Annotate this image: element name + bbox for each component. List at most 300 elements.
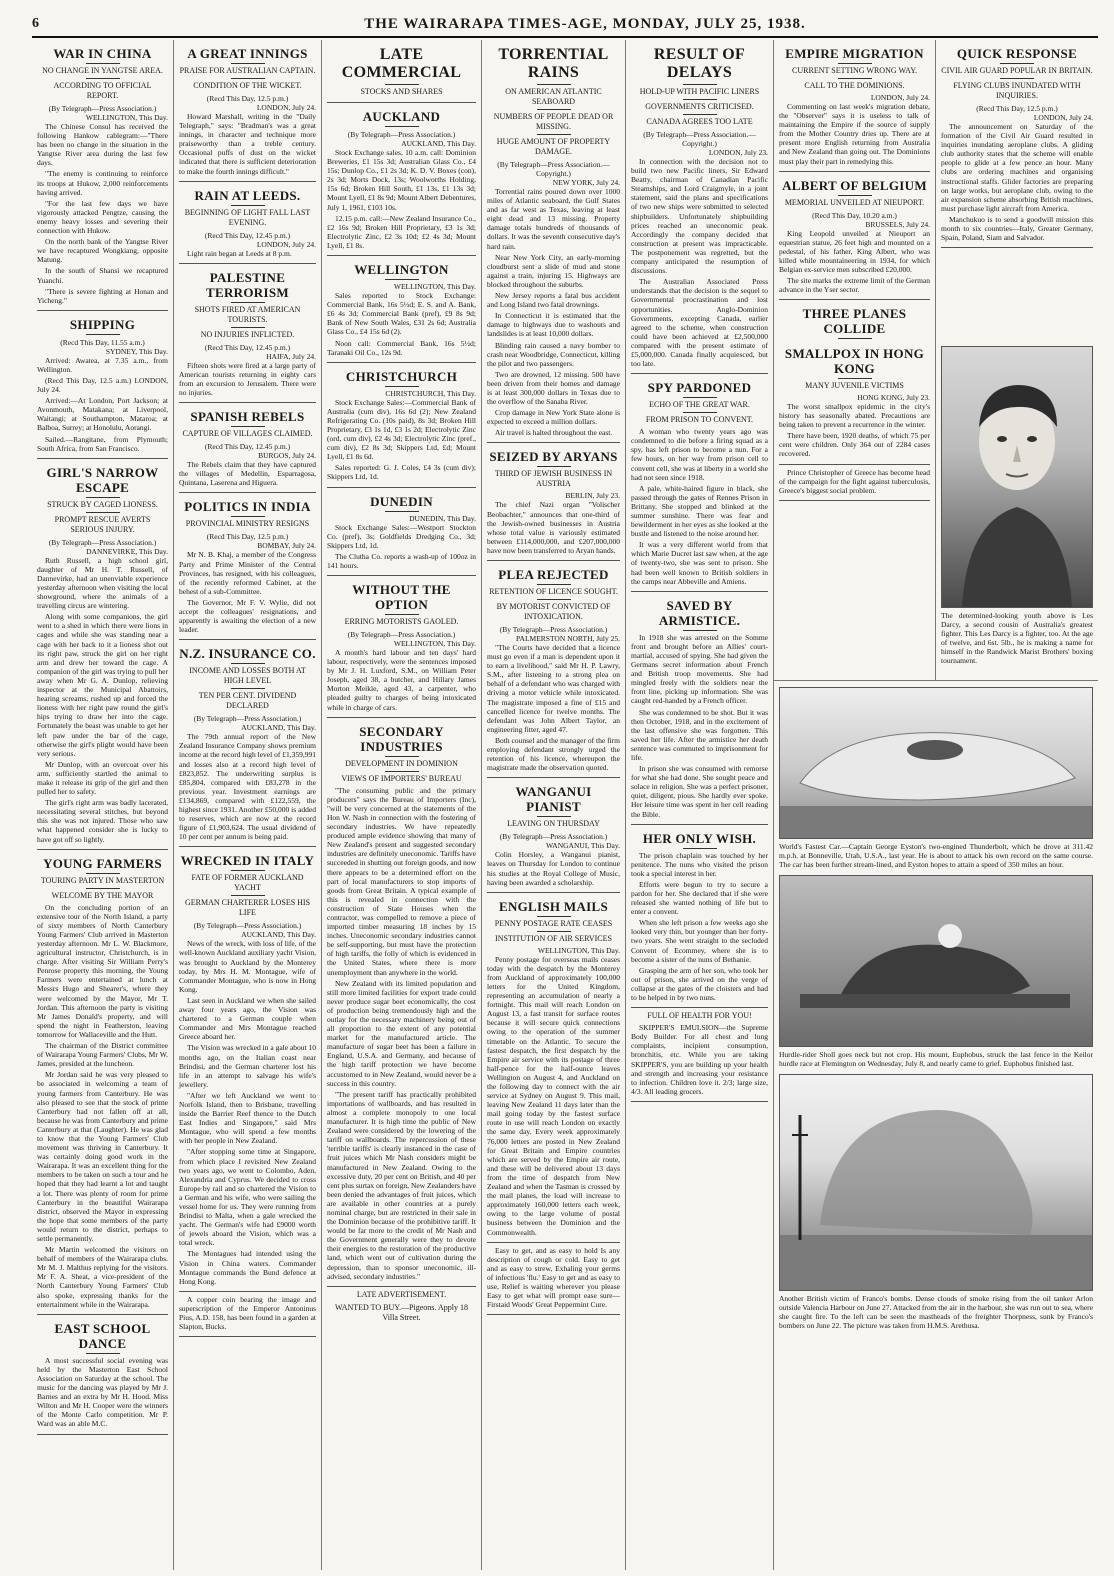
headline-rule: [86, 1353, 120, 1354]
body-paragraph: Prince Christopher of Greece has become head of the campaign for the fight against tuberculosis, Greece's biggest social problem.: [779, 467, 930, 495]
article-rule: [327, 1286, 476, 1287]
headline-rule: [683, 848, 717, 849]
body-paragraph: Arrived: Awatea, at 7.35 a.m., from Wellington.: [37, 355, 168, 374]
headline: A GREAT INNINGS: [187, 46, 308, 61]
subheadline: SHOTS FIRED AT AMERICAN TOURISTS.: [194, 304, 301, 324]
article-rule: [487, 1242, 620, 1243]
headline: PALESTINE TERRORISM: [206, 269, 289, 300]
headline: WITHOUT THE OPTION: [352, 582, 451, 612]
subheadline: ON AMERICAN ATLANTIC SEABOARD: [505, 87, 602, 106]
column-2: [174, 40, 322, 1570]
body-paragraph: The Montagues had intended using the Vision in China waters. Commander Montague commands the Bund defence at Hong Kong.: [179, 1249, 316, 1286]
body-paragraph: The worst smallpox epidemic in the city's history has seasonally abated. Precautions are being taken to prevent a recurrence in the winter.: [779, 402, 930, 430]
dateline: AUCKLAND, This Day.: [241, 930, 316, 940]
article-rule: [37, 458, 168, 459]
body-paragraph: Near New York City, an early-morning cloudburst sent a slide of mud and stone against a train, injuring 15. Highways are blocked throughout the suburbs.: [487, 252, 620, 289]
subheadline: PROVINCIAL MINISTRY RESIGNS: [185, 519, 310, 529]
subheadline: NUMBERS OF PEOPLE DEAD OR MISSING.: [493, 112, 614, 131]
article-rule: [327, 362, 476, 363]
headline: SAVED BY ARMISTICE.: [658, 597, 741, 628]
byline: (By Telegraph—Press Association.): [499, 625, 608, 634]
dateline: LONDON, July 24.: [1033, 113, 1093, 122]
byline: (Recd This Day, 12.45 p.m.): [204, 442, 291, 452]
article: [779, 178, 930, 301]
boxer-photo-area: [936, 340, 1098, 680]
body-paragraph: Stock Exchange Sales:—Commercial Bank of Australia (cum div), 16s 6d (2); New Zealand Refrigerating Co. (10s paid), 8s 3d; Broken Hill Proprietary, £3 1s 1d, £3 1s 2d; Electrolytic Zinc (ord, cum div), £2 4s 3d; Electrolytic Zinc (pref., cum div), £2 8s 3d; Skippers Ltd, £d; Mount Lyell, £1 8s 6d.: [327, 397, 476, 462]
headline: SEIZED BY ARYANS: [489, 449, 618, 465]
article: [487, 46, 620, 443]
dateline: WELLINGTON, This Day.: [393, 639, 476, 648]
subheadline: PENNY POSTAGE RATE CEASES: [494, 918, 613, 928]
article: [37, 856, 168, 1315]
subheadline-rule: [231, 688, 265, 689]
article: [179, 409, 316, 493]
body-paragraph: The chairman of the District committee of Wairarapa Young Farmers' Clubs, Mr W. James, presided at the luncheon.: [37, 1041, 168, 1069]
article-rule: [631, 591, 768, 592]
headline: WRECKED IN ITALY: [180, 853, 315, 869]
dateline: PALMERSTON NORTH, July 25.: [516, 634, 620, 643]
subheadline: INCOME AND LOSSES BOTH AT HIGH LEVEL: [189, 666, 306, 686]
article: [779, 346, 930, 465]
byline: (By Telegraph—Press Association.): [193, 714, 302, 724]
headline-rule: [231, 870, 265, 871]
byline: (By Telegraph—Press Association.): [347, 130, 456, 139]
dateline: HONG KONG, July 23.: [857, 393, 930, 402]
headline-rule: [385, 614, 419, 615]
body-paragraph: In 1918 she was arrested on the Somme front and brought before an Allies' court-martial, accused of spying. She had given the Germans secret information about French and British troop movements. She had mingled freely with the soldiers near the front line, picking up information. She was caught red-handed by a French officer.: [631, 632, 768, 706]
article-rule: [327, 102, 476, 103]
page-number: 6: [32, 16, 39, 31]
subheadline: BEGINNING OF LIGHT FALL LAST EVENING.: [184, 207, 311, 227]
headline-rule: [385, 279, 419, 280]
body-paragraph: New Jersey reports a fatal bus accident and Long Island two fatal drownings.: [487, 291, 620, 310]
subheadline: RETENTION OF LICENCE SOUGHT.: [489, 587, 618, 596]
subheadline: FATE OF FORMER AUCKLAND YACHT: [191, 873, 304, 893]
subheadline: PRAISE FOR AUSTRALIAN CAPTAIN.: [179, 66, 316, 75]
body-paragraph: Mr Dunlop, with an overcoat over his arm, sufficiently startled the animal to make it release its grip of the girl and then pulled her to safety.: [37, 759, 168, 797]
dateline: LONDON, July 24.: [870, 93, 930, 102]
headline: TORRENTIAL RAINS: [498, 46, 609, 81]
byline: (By Telegraph—Press Association.): [499, 832, 608, 842]
headline: N.Z. INSURANCE CO.: [179, 646, 316, 662]
article: [37, 1321, 168, 1435]
body-paragraph: (Recd This Day, 12.5 a.m.) LONDON, July 24.: [37, 375, 168, 395]
body-paragraph: A month's hard labour and ten days' hard labour, respectively, were the sentences imposed by Mr J. H. Luxford, S.M., on William Peter Joseph, aged 38, a butcher, and Hillary James Morton Meikle, aged 43, a carpenter, who pleaded guilty to charges of being intoxicated while in charge of cars.: [327, 648, 476, 712]
subheadline-rule: [683, 412, 717, 413]
article: [179, 499, 316, 640]
byline: (By Telegraph—Press Association.—Copyright.): [497, 160, 610, 178]
body-paragraph: Commenting on last week's migration debate, the "Observer" says it is useless to talk of maintaining the Empire if the source of supply from the Mother Country dries up. There are at present more English returning from Australia and New Zealand than going out. The Dominions must play their part in remedying this.: [779, 102, 930, 166]
dateline: BRUSSELS, July 24.: [865, 219, 930, 229]
body-paragraph: Efforts were begun to try to secure a pardon for her. She declared that if she were released she wanted nothing of life but to enter a convent.: [631, 879, 768, 917]
subheadline: CONDITION OF THE WICKET.: [193, 81, 302, 90]
body-paragraph: New Zealand with its limited population and still more limited facilities for export trade could never produce sugar beet economically, the cost of production being tremendously high and the outlay for the necessary machinery being out of all proportion to the extent of any potential market for the manufactured article. The manufacture of sugar beet has been a failure in England, U.S.A. and Germany, and because of the high tariff protection we have become accustomed to in New Zealand, would never be a success in this country.: [327, 978, 476, 1088]
article: [327, 369, 476, 488]
smoke-photo: [779, 1074, 1093, 1291]
body-paragraph: In prison she was consumed with remorse for what she had done. She sought peace and solace in religion. She was a perfect prisoner, quiet, diligent, pious. She hardly ever spoke. Her leisure time was spent in her cell reading the Bible.: [631, 764, 768, 819]
subheadline: INSTITUTION OF AIR SERVICES: [495, 933, 612, 943]
body-paragraph: There have been, 1920 deaths, of which 75 per cent were children. Only 364 out of 2284 cases recovered.: [779, 431, 930, 459]
headline-rule: [231, 426, 265, 427]
byline: (Recd This Day, 12.45 p.m.): [204, 342, 291, 352]
body-paragraph: The site marks the extreme limit of the German advance in the Yser sector.: [779, 276, 930, 295]
right-section: [774, 40, 1098, 1570]
article-rule: [179, 846, 316, 847]
headline: DUNEDIN: [370, 493, 433, 509]
article: [327, 109, 476, 256]
article: [487, 784, 620, 892]
article-rule: [37, 1434, 168, 1435]
dateline: BERLIN, July 23.: [565, 491, 620, 501]
subheadline-rule: [86, 78, 120, 79]
article-rule: [179, 402, 316, 403]
subheadline: ACCORDING TO OFFICIAL REPORT.: [53, 81, 152, 100]
article: [327, 724, 476, 1287]
body-paragraph: A pale, white-haired figure in black, she passed through the gates of Rennes Prison in Brittany. She stopped and blinked at the summer sunshine. There was fear and bewilderment in her eyes as she looked at the bustle and listened to the noise around her.: [631, 483, 768, 539]
headline: EMPIRE MIGRATION: [785, 46, 924, 61]
byline: (By Telegraph—Press Association.): [48, 537, 157, 547]
dateline: AUCKLAND, This Day.: [241, 723, 316, 733]
body-paragraph: The Vision was wrecked in a gale about 10 months ago, on the Italian coast near Brindisi, and the German charterer lost his life in an attempt to salvage his wife's jewellery.: [179, 1043, 316, 1089]
body-paragraph: A copper coin bearing the image and superscription of the Emperor Antoninus Pius, A.D. 158, has been found in a garden at Slapton, Bucks.: [179, 1294, 316, 1332]
headline-rule: [231, 663, 265, 664]
dateline: SYDNEY, This Day.: [105, 346, 168, 356]
byline: (By Telegraph—Press Association.): [48, 104, 157, 113]
dateline: WELLINGTON, This Day.: [85, 113, 168, 122]
dateline: AUCKLAND, This Day.: [401, 139, 476, 148]
byline: (Recd This Day, 12.5 p.m.): [976, 104, 1058, 113]
article-rule: [179, 492, 316, 493]
body-paragraph: SKIPPER'S EMULSION—the Supreme Body Builder. For all chest and lung complaints, incipient consumption, bronchitis, etc. While you are taking SKIPPER'S, you are building up your health and strength and increasing your resistance to infection. Children love it. 2/3; large size, 4/3. All leading grocers.: [631, 1023, 768, 1096]
headline: EAST SCHOOL DANCE: [54, 1320, 151, 1351]
dateline: DUNEDIN, This Day.: [409, 513, 476, 523]
article-rule: [179, 1336, 316, 1337]
byline: (Recd This Day, 10.20 a.m.): [812, 210, 897, 220]
body-paragraph: Howard Marshall, writing in the "Daily Telegraph," says: "Bradman's was a great innings, in character and technique more praiseworthy than a treble century. Occasional puffs of dust on the wicket indicated that there is sufficient deterioration to make the fourth innings difficult.": [179, 112, 316, 176]
subheadline-rule: [537, 109, 571, 110]
headline-rule: [385, 386, 419, 387]
subheadline: GOVERNMENTS CRITICISED.: [645, 102, 754, 111]
horse-caption: Hurdle-rider Sholl goes neck but not crop. His mount, Euphobus, struck the last fence in the Keilor hurdle race at Flemington on Wednesday, July 8, and nearly came to grief. Euphobus finished last.: [779, 1050, 1093, 1068]
dateline: LONDON, July 24.: [256, 239, 316, 249]
dateline: DANNEVIRKE, This Day.: [86, 546, 168, 556]
subheadline-rule: [385, 771, 419, 772]
column-3: [322, 40, 482, 1570]
body-paragraph: Penny postage for overseas mails ceases today with the despatch by the Monterey from Auckland of approximately 100,000 letters for the United Kingdom, representing an accumulation of nearly a fortnight. This mail will reach London on August 13, a fast transit for surface routes because it will secure quick connections owing to the operation of the summer timetable on the Atlantic. To secure the fastest despatch, the first despatch by the Empire air service with its postage of three half-pence for the half-ounce leaves Wellington on August 4, and Auckland on the following day to connect with the air service at Sydney on August 9. This mail, leaving New Zealand 11 days later than the mail going today by the fastest surface route in use will reach London on exactly the same day. Every week approximately 76,000 letters are posted in New Zealand for Great Britain and Empire countries which are served by the Empire air route, and these will be delivered about 13 days from the time of despatch from New Zealand and when the Tasman is crossed by the mail planes, the load will increase to approximately 160,000 letters each week, owing to the large volume of postal business between the Dominion and the Commonwealth.: [487, 954, 620, 1237]
body-paragraph: Two are drowned, 12 missing. 500 have been driven from their homes and damage is at least 300,000 dollars in Texas due to the overflow of the Sanaba River.: [487, 369, 620, 407]
body-paragraph: The Chinese Consul has received the following Hankow cablegram:—"There has been no change in the situation in the Yangtse River area during the last few days.: [37, 122, 168, 168]
body-paragraph: Torrential rains poured down over 1000 miles of Atlantic seaboard, the Gulf States and as far west as Texas, leaving at least eight dead and 13 missing. Property damage totals hundreds of thousands of dollars. It was the seventh consecutive day's hard rain.: [487, 187, 620, 251]
body-paragraph: 12.15 p.m. call:—New Zealand Insurance Co., £2 16s 9d; Broken Hill Proprietary, £3 1s 3d; Electrolytic Zinc, £2 3s 10d; £2 4s 3d; Mount Lyell, £1 8s.: [327, 213, 476, 250]
headline-rule: [231, 516, 265, 517]
body-paragraph: In Connecticut it is estimated that the damage to highways due to washouts and landslides is at least 10,000 dollars.: [487, 311, 620, 339]
article-rule: [179, 1291, 316, 1292]
headline-rule: [231, 302, 265, 303]
headline: LATE COMMERCIAL: [341, 46, 462, 81]
article: [179, 853, 316, 1291]
subheadline: HOLD-UP WITH PACIFIC LINERS: [639, 87, 760, 96]
body-paragraph: The chief Nazi organ "Volischer Beobachter," announces that one-third of the Jewish-owned businesses in Austria whose total value is variously estimated between £114,000,000, and £207,000,000 have now been transferred to Aryan hands.: [487, 500, 620, 555]
article: [631, 46, 768, 374]
body-paragraph: The announcement on Saturday of the formation of the Civil Air Guard resulted in inquiries inundating aeroplane clubs. A gliding club authority states that the scheme will enable people to glide at a few pence an hour. Many clubs are ordering machines and organising instructional staffs. Glider factories are preparing on large works, but aeroplane club, owing to the air expansion scheme absorbing British machines, must purchase light aircraft from America.: [941, 122, 1093, 213]
article: [779, 468, 930, 501]
headline-rule: [838, 195, 872, 196]
boxer-photo: [941, 346, 1093, 608]
subheadline: STOCKS AND SHARES: [360, 87, 443, 96]
article-rule: [327, 717, 476, 718]
headline: CHRISTCHURCH: [345, 368, 458, 384]
byline: (By Telegraph—Press Association.): [347, 630, 456, 639]
body-paragraph: "The enemy is continuing to reinforce its troops at Hukow, 2,000 reinforcements having arrived.: [37, 169, 168, 197]
body-paragraph: The Governor, Mr F. V. Wylie, did not accept the colleagues' resignations, and apparently is awaiting the election of a new leader.: [179, 597, 316, 635]
smoke-caption: Another British victim of Franco's bombs. Dense clouds of smoke rising from the oil tanker Arlon outside Valencia Harbour on June 27. Attacked from the air in the harbour, she was run out to sea, where she caught fire. To the left can be seen the mastheads of the freighter Thorpness, sunk by Franco's bombers on June 22. The picture was taken from H.M.S. Arethusa.: [779, 1294, 1093, 1330]
dateline: LONDON, July 24.: [256, 103, 316, 112]
body-paragraph: The girl's right arm was badly lacerated, necessitating several stitches, but beyond this she was not injured. Those who saw what happened consider she is lucky to have got off so lightly.: [37, 798, 168, 844]
body-paragraph: The Australian Associated Press understands that the decision is the sequel to Governmental procrastination and lost opportunities. Anglo-Dominion Governments, excepting Canada, earlier agreed to the scheme, when construction could have been achieved at £2,500,000 compared with the present estimate of £5,000,000. Canada finally acquiesced, but too late.: [631, 277, 768, 369]
headline: AUCKLAND: [362, 109, 441, 124]
body-paragraph: News of the wreck, with loss of life, of the well-known Auckland auxiliary yacht Vision, was brought to Auckland by the Monterey today, by Mrs H. M. Montague, wife of Commander Montague, who is now in Hong Kong.: [179, 939, 316, 994]
dateline: WELLINGTON, This Day.: [393, 282, 476, 292]
masthead-title: THE WAIRARAPA TIMES-AGE, MONDAY, JULY 25, 1938.: [364, 15, 806, 32]
body-paragraph: Mr N. B. Khaj, a member of the Congress Party and Prime Minister of the Central Provinces, has resigned, with his colleagues, of the recently reformed Cabinet, at the behest of a sub-Committee.: [179, 550, 316, 596]
headline-rule: [683, 397, 717, 398]
article-rule: [487, 442, 620, 443]
headline: PLEA REJECTED: [498, 567, 609, 582]
article: [631, 598, 768, 825]
column-5: [626, 40, 774, 1570]
body-paragraph: Light rain began at Leeds at 8 p.m.: [187, 248, 292, 258]
headline-rule: [231, 63, 265, 64]
body-paragraph: She was condemned to be shot. But it was then October, 1918, and in the excitement of the last offensive she was forgotten. This saved her life. After the armistice her death sentence was commuted to imprisonment for life.: [631, 707, 768, 762]
subheadline: DEVELOPMENT IN DOMINION: [345, 758, 458, 768]
body-paragraph: On the north bank of the Yangtse River we have recaptured Wongkiang, opposite Matung.: [37, 237, 168, 265]
body-paragraph: A woman who twenty years ago was condemned to die before a firing squad as a spy, has left prison to become a nun. For a few hours, on her way from prison cell to convent cell, she was at liberty in a world she had not seen since 1918.: [631, 427, 768, 482]
article: [487, 449, 620, 561]
subheadline-rule: [683, 114, 717, 115]
headline-rule: [385, 756, 419, 757]
body-paragraph: Sailed.—Rangitane, from Plymouth; South Africa, from San Francisco.: [37, 434, 168, 453]
article: [327, 46, 476, 103]
subheadline: NO CHANGE IN YANGTSE AREA.: [42, 66, 163, 75]
article: [631, 831, 768, 1009]
subheadline: TEN PER CENT. DIVIDEND DECLARED: [198, 691, 297, 711]
body-paragraph: Air travel is halted throughout the east.: [495, 428, 613, 438]
headline: SPY PARDONED: [647, 380, 752, 396]
subheadline: FROM PRISON TO CONVENT.: [645, 415, 754, 425]
headline-rule: [838, 63, 872, 64]
body-paragraph: King Leopold unveiled at Nieuport an equestrian statue, 26 feet high and mounted on a pedestal, of his father, King Albert, who was killed while mountaineering in 1934, for which Belgian ex-service men subscribed £20,000.: [779, 228, 930, 275]
article: [631, 1011, 768, 1102]
body-paragraph: Noon call: Commercial Bank, 16s 5½d; Taranaki Oil Co., 12s 9d.: [327, 338, 476, 357]
tanker-smoke-drawing: [780, 1075, 1092, 1290]
article-rule: [631, 824, 768, 825]
article: [487, 1246, 620, 1316]
article-rule: [631, 1007, 768, 1008]
headline-rule: [537, 466, 571, 467]
article: [179, 1295, 316, 1337]
body-paragraph: The prison chaplain was touched by her penitence. The nuns who visited the prison took a special interest in her.: [631, 850, 768, 878]
body-paragraph: Stock Exchange Sales:—Westport Stockton Co. (pref), 3s; Goldfields Dredging Co., 3d; Skippers Ltd, 1d.: [327, 522, 476, 550]
body-paragraph: "After stopping some time at Singapore, from which place I revisited New Zealand two years ago, we went to Colombo, Aden, Alexandria and Cyprus. We decided to cross Europe by rail and so chartered the Vision to a German and his wife, who were sailing the vessel home for us. They were running from Brindisi to Malta, when a gale wrecked the yacht. The German's wife had £9000 worth of jewels aboard the Vision, which was a total wreck.: [179, 1147, 316, 1248]
subheadline-rule: [537, 931, 571, 932]
subheadline: MEMORIAL UNVEILED AT NIEUPORT.: [784, 197, 925, 207]
body-paragraph: Ruth Russell, a high school girl, daughter of Mr H. T. Russell, of Dannevirke, had an unenviable experience yesterday afternoon when visiting the local showground, where the animals of a travelling circus are wintering.: [37, 555, 168, 611]
late-ad-text: WANTED TO BUY.—Pigeons. Apply 18 Villa Street.: [335, 1302, 468, 1322]
body-paragraph: "The present tariff has practically prohibited importations of wallboards, and has resulted in almost a complete monopoly to one local manufacturer. It is high time the public of New Zealand were considered by the lowering of the tariff on wallboards. The repercussion of these 'terrible tariffs' is clearly instanced in the case of fruit juices which Mr Nash considers might be manufactured in New Zealand. Owing to the excessive duty, 20 per cent on British, and 40 per cent plus surtax on foreign, New Zealanders have been denied the advantages of fruit juices, which are available in other countries at a purely nominal charge, but are restricted in their sale in the Dominion because of the prohibitive tariff. It would be far more to the credit of Mr Nash and the Government generally were they to devote their energies to the restoration of the productive land, which went out of cultivation during the depression, than to sponsor uneconomic, ill-advised, secondary industries.": [327, 1089, 476, 1281]
article: [941, 46, 1093, 248]
subheadline: THIRD OF JEWISH BUSINESS IN AUSTRIA: [494, 469, 613, 489]
article-rule: [179, 639, 316, 640]
body-paragraph: Arrived:—At London, Port Jackson; at Avonmouth, Matakana; at Liverpool, Waitangi; at Southampton, Mataroa; at Balboa, Surrey; at Honolulu, Aorangi.: [37, 396, 168, 433]
subheadline-rule: [231, 327, 265, 328]
headline: SECONDARY INDUSTRIES: [359, 723, 444, 754]
headline-rule: [231, 205, 265, 206]
hurdle-horse-drawing: [780, 876, 1092, 1046]
article: [631, 380, 768, 592]
headline-rule: [838, 378, 872, 379]
body-paragraph: "The Courts have decided that a licence must go even if a man is dependent upon it to earn a livelihood," said Mr H. P. Lawry, S.M., after listening to a strong plea on behalf of a defendant who was charged with driving a motor vehicle while intoxicated. The magistrate imposed a fine of £15 and cancelled licence for twelve months. The defendant was John Albert Taylor, an engineering fitter, aged 47.: [487, 643, 620, 734]
headline: YOUNG FARMERS: [43, 855, 162, 871]
body-paragraph: "After we left Auckland we went to Norfolk Island, then to Brisbane, travelling inside the Barrier Reef thence to the Dutch East Indies and Singapore," said Mrs Montague, who will spend a few months with her people in New Zealand.: [179, 1090, 316, 1146]
article-rule: [487, 560, 620, 561]
article-rule: [37, 310, 168, 311]
headline-rule: [537, 84, 571, 85]
headline: WAR IN CHINA: [53, 46, 152, 61]
article: [179, 270, 316, 403]
article: [179, 646, 316, 847]
byline: (By Telegraph—Press Association.—Copyright.): [643, 130, 756, 148]
body-paragraph: Colin Horsley, a Wanganui pianist, leaves on Thursday for London to continue his studies at the Royal College of Music, having been awarded a scholarship.: [487, 850, 620, 887]
body-paragraph: The 79th annual report of the New Zealand Insurance Company shows premium income at the record high level of £1,359,991 and losses also at a record high level of £823,852. The underwriting surplus is £85,804, compared with £83,278 in the previous year. Investment earnings are £134,869, compared with £122,559, the highest since 1931. Another £50,000 is added to reserves, which are now at the record figure of £1,903,624. The usual dividend of 10 per cent per annum is being paid.: [179, 732, 316, 842]
subheadline: CALL TO THE DOMINIONS.: [804, 81, 905, 90]
dateline: BOMBAY, July 24.: [257, 541, 316, 551]
article: [327, 582, 476, 718]
article: [779, 46, 930, 172]
subheadline: PROMPT RESCUE AVERTS SERIOUS INJURY.: [54, 514, 151, 534]
subheadline: VIEWS OF IMPORTERS' BUREAU: [341, 773, 462, 783]
headline: GIRL'S NARROW ESCAPE: [46, 464, 159, 495]
article-rule: [327, 255, 476, 256]
dateline: HAIFA, July 24.: [266, 351, 316, 361]
body-paragraph: "The consuming public and the primary producers" says the Bureau of Importers (Inc), "will be very concerned at the statements of the Hon W. Nash in connection with the fostering of secondary industries. We have repeatedly produced ample evidence showing that many of New Zealand's present and suggested secondary industries are definitely uneconomic. Tariffs have succeeded in shutting out foreign goods, and now there appears to be a determined effort on the part of local manufacturers to stop imports of goods from Great Britain. A typical example of this is revealed in connection with the construction of State Houses when the contractor, was compelled to remove a piece of imported timber measuring 18 inches by 15 inches. Uneconomic secondary industries cannot be self-supporting, but must have the protection of high tariffs, the folly of which is evidenced in the United States, where there is more unemployment than anywhere in the world.: [327, 785, 476, 977]
headline-rule: [537, 916, 571, 917]
lower-photos: [774, 680, 1098, 1334]
article-rule: [487, 892, 620, 893]
subheadline: GERMAN CHARTERER LOSES HIS LIFE: [184, 898, 311, 918]
column-7: [936, 40, 1098, 340]
column-4: [482, 40, 626, 1570]
car-photo: [779, 687, 1093, 839]
boxer-caption: The determined-looking youth above is Les Darcy, a second cousin of Australia's greatest fighter. This Les Darcy is a fighter, too. At the age of twelve, and 6st. 5lb., he is making a name for himself in the Randwick Marist Brothers' boxing tournament.: [941, 611, 1093, 665]
article: [779, 306, 930, 340]
headline-rule: [86, 497, 120, 498]
headline: SHIPPING: [69, 316, 136, 332]
body-paragraph: Manchukuo is to send a goodwill mission this month to six countries—Italy, Greater Germany, Spain, Poland, Siam and Salvador.: [941, 214, 1093, 243]
byline: (Recd This Day, 12.5 p.m.): [206, 94, 289, 103]
article-rule: [779, 171, 930, 172]
subheadline: BY MOTORIST CONVICTED OF INTOXICATION.: [496, 602, 611, 621]
article-rule: [327, 487, 476, 488]
article-rule: [941, 247, 1093, 248]
article-rule: [37, 849, 168, 850]
racing-car-drawing: [780, 688, 1092, 838]
article-rule: [779, 500, 930, 501]
body-paragraph: Grasping the arm of her son, who took her out of prison, she arrived on the verge of collapse at the gates of the cloisters and had to be helped in by two nuns.: [631, 965, 768, 1003]
headline: THREE PLANES COLLIDE: [802, 306, 907, 337]
headline: WELLINGTON: [354, 262, 449, 278]
subheadline: NO INJURIES INFLICTED.: [200, 329, 295, 339]
headline: RAIN AT LEEDS.: [194, 187, 301, 203]
headline-rule: [683, 630, 717, 631]
article-rule: [779, 299, 930, 300]
article-rule: [327, 575, 476, 576]
headline: HER ONLY WISH.: [642, 830, 757, 846]
body-paragraph: Crop damage in New York State alone is expected to exceed a million dollars.: [487, 408, 620, 427]
headline: QUICK RESPONSE: [956, 46, 1078, 61]
headline: POLITICS IN INDIA: [184, 499, 311, 515]
subheadline: WELCOME BY THE MAYOR: [51, 890, 154, 900]
dateline: WELLINGTON, This Day.: [537, 945, 620, 955]
body-paragraph: The Rebels claim that they have captured the villages of Medellin, Esparragosa, Quintana, Laserena and Higuera.: [179, 460, 316, 488]
subheadline: CIVIL AIR GUARD POPULAR IN BRITAIN.: [941, 66, 1093, 75]
body-paragraph: On the concluding portion of an extensive tour of the North Island, a party of sixty members of North Canterbury Young Farmers' Club arrived in Masterton yesterday afternoon. Mr L. W. Blackmore, agricultural instructor, Christchurch, is in charge. After visiting Sir William Perry's Penrose property this morning, the Young Farmers were entertained at lunch at Messrs Hugo and Shearer's, where they were welcomed by the Mayor, Mr T. Jordan. This afternoon the party is visiting Mr James Donald's property, and will spend the night in Featherston, leaving tomorrow for Wallaceville and the Hutt.: [37, 902, 168, 1039]
headline-rule: [86, 873, 120, 874]
article: [37, 46, 168, 311]
article: [37, 317, 168, 459]
headline-rule: [385, 511, 419, 512]
body-paragraph: It was a very different world from that which Marie Ducret last saw when, at the age of twenty-two, she was sent to prison. She had been well known to British soldiers in the camps near Abbeville and Amiens.: [631, 540, 768, 586]
headline-rule: [86, 334, 120, 335]
subheadline: HUGE AMOUNT OF PROPERTY DAMAGE.: [496, 137, 611, 156]
article-rule: [179, 263, 316, 264]
dateline: WANGANUI, This Day.: [546, 841, 620, 851]
article: [37, 465, 168, 850]
boxer-portrait-drawing: [942, 347, 1092, 607]
subheadline-rule: [1000, 78, 1034, 79]
headline-rule: [385, 126, 419, 127]
headline-rule: [385, 84, 419, 85]
dateline: BURGOS, July 24.: [258, 451, 316, 461]
subheadline-rule: [838, 78, 872, 79]
dateline: LONDON, July 23.: [708, 148, 768, 157]
subheadline: STRUCK BY CAGED LIONESS.: [47, 499, 158, 509]
article: [487, 899, 620, 1243]
headline: SMALLPOX IN HONG KONG: [784, 346, 925, 376]
subheadline: LEAVING ON THURSDAY: [507, 819, 600, 829]
headline-rule: [537, 584, 571, 585]
dateline: CHRISTCHURCH, This Day.: [385, 388, 476, 398]
headline: SPANISH REBELS: [190, 409, 305, 425]
headline-rule: [86, 63, 120, 64]
subheadline: ERRING MOTORISTS GAOLED.: [344, 617, 459, 626]
body-paragraph: Last seen in Auckland we when she sailed away four years ago, the Vision was chartered to a German couple when Commander and Mrs Montague reached Greece aboard her.: [179, 995, 316, 1042]
byline: (Recd This Day, 12.45 p.m.): [204, 230, 291, 240]
article-rule: [179, 181, 316, 182]
body-paragraph: Sales reported: G. J. Coles, £4 3s (cum div); Skippers Ltd, 1d.: [327, 463, 476, 482]
headline: RESULT OF DELAYS: [653, 46, 746, 81]
dateline: NEW YORK, July 24.: [552, 178, 620, 187]
subheadline-rule: [231, 895, 265, 896]
subheadline: MANY JUVENILE VICTIMS: [805, 381, 904, 390]
body-paragraph: Mr Jordan said he was very pleased to be associated in welcoming a team of young farmers from Canterbury. He was also pleased to see that the stock of prime Canterbury had not fallen off at all, because he was from Canterbury and prime Canterbury at that (Laughter). He was glad to know that the Young Farmers' Club movement was thriving in Canterbury. It was certainly doing good work in the Wairarapa. It was an excellent thing for the members to be taken on such a tour and he hoped that they had learnt a lot and taught a lot. There was plenty of room for prime Canterbury in the beautiful Wairarapa district, observed the Mayor in expressing the hope that some members of the party would return to the district, perhaps to settle permanently.: [37, 1070, 168, 1243]
headline: ALBERT OF BELGIUM: [782, 177, 927, 193]
article: [487, 567, 620, 778]
subheadline: FULL OF HEALTH FOR YOU!: [647, 1011, 752, 1021]
body-paragraph: Sales reported to Stock Exchange: Commercial Bank, 16s 5½d; E. S. and A. Bank, £6 4s 3d; Commercial Bank (pref), £9 8s 9d; Bank of New South Wales, £31 2s 6d; Australia Glass Co., £4 15s 6d (2).: [327, 291, 476, 337]
body-paragraph: Blinding rain caused a navy bomber to crash near Woodbridge, Connecticut, killing the pilot and two passengers.: [487, 340, 620, 368]
byline: (Recd This Day, 11.55 a.m.): [60, 337, 145, 347]
body-paragraph: Mr Martin welcomed the visitors on behalf of members of the Wairarapa clubs. Mr M. J. Malthus replying for the visitors. Mr F. A. Sheat, a vice-president of the North Canterbury Young Farmers' Club also spoke, expressing thanks for the entertainment while in the Wairarapa.: [37, 1245, 168, 1309]
